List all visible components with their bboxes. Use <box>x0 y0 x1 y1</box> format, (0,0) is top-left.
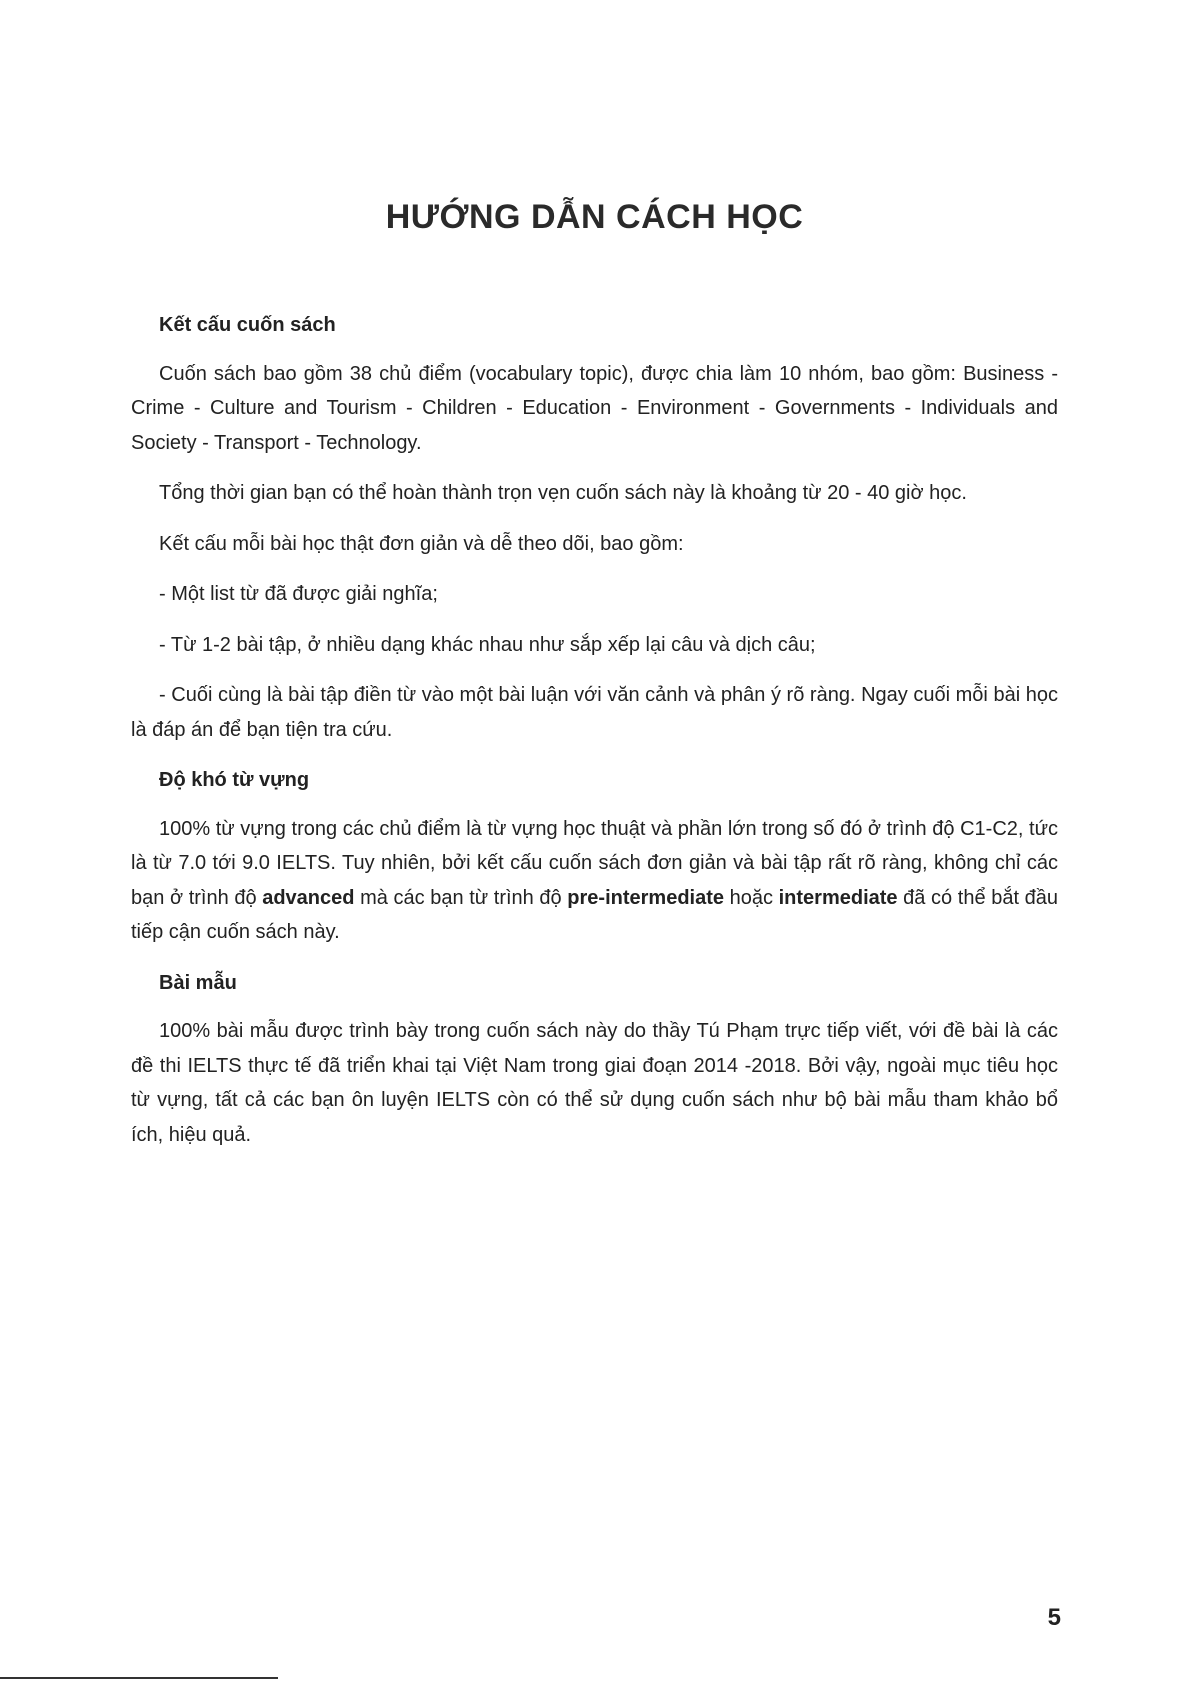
section-heading-structure: Kết cấu cuốn sách <box>159 314 336 336</box>
bottom-rule <box>0 1677 278 1679</box>
level-pre-intermediate: pre-intermediate <box>567 886 725 909</box>
page-number: 5 <box>1047 1604 1061 1631</box>
page-title: HƯỚNG DẪN CÁCH HỌC <box>385 198 804 236</box>
samples-paragraph: 100% bài mẫu được trình bày trong cuốn sách này do thầy Tú Phạm trực tiếp viết, với đề bài là các đề thi IELTS thực tế đã triển khai tại Việt Nam trong giai đoạn 2014 -2018. Bởi vậy, ngoài mục tiêu học từ vựng, tất cả các bạn ôn luyện IELTS còn có thể sử dụng cuốn sách như bộ bài mẫu tham khảo bổ ích, hiệu quả. <box>131 1020 1058 1146</box>
lesson-item-final-exercise: - Cuối cùng là bài tập điền từ vào một bài luận với văn cảnh và phân ý rõ ràng. Ngay cuối mỗi bài học là đáp án để bạn tiện tra cứu. <box>131 684 1058 741</box>
level-advanced: advanced <box>262 886 355 909</box>
lesson-item-exercises: - Từ 1-2 bài tập, ở nhiều dạng khác nhau như sắp xếp lại câu và dịch câu; <box>159 633 816 656</box>
structure-paragraph-topics: Cuốn sách bao gồm 38 chủ điểm (vocabulary topic), được chia làm 10 nhóm, bao gồm: Business - Crime - Culture and Tourism - Children - Education - Environment - Governments - Individuals and Society - Transport - Technology. <box>131 362 1058 454</box>
structure-paragraph-lesson: Kết cấu mỗi bài học thật đơn giản và dễ theo dõi, bao gồm: <box>159 532 684 555</box>
level-intermediate: intermediate <box>778 886 898 909</box>
page-content <box>131 308 1058 1152</box>
difficulty-paragraph <box>131 812 1058 950</box>
section-heading-difficulty: Độ khó từ vựng <box>159 769 310 791</box>
section-heading-samples: Bài mẫu <box>159 971 237 994</box>
difficulty-text-4: đã có thể bắt đầu tiếp cận cuốn sách này. <box>131 886 1058 943</box>
lesson-item-word-list: - Một list từ đã được giải nghĩa; <box>159 583 438 605</box>
difficulty-text-3: hoặc <box>724 886 779 909</box>
structure-paragraph-time: Tổng thời gian bạn có thể hoàn thành trọn vẹn cuốn sách này là khoảng từ 20 - 40 giờ học. <box>159 482 967 504</box>
difficulty-text-1: 100% từ vựng trong các chủ điểm là từ vựng học thuật và phần lớn trong số đó ở trình độ C1-C2, tức là từ 7.0 tới 9.0 IELTS. Tuy nhiên, bởi kết cấu cuốn sách đơn giản và bài tập rất rõ ràng, không chỉ các bạn ở trình độ <box>131 817 1058 909</box>
difficulty-text-2: mà các bạn từ trình độ <box>354 886 568 909</box>
